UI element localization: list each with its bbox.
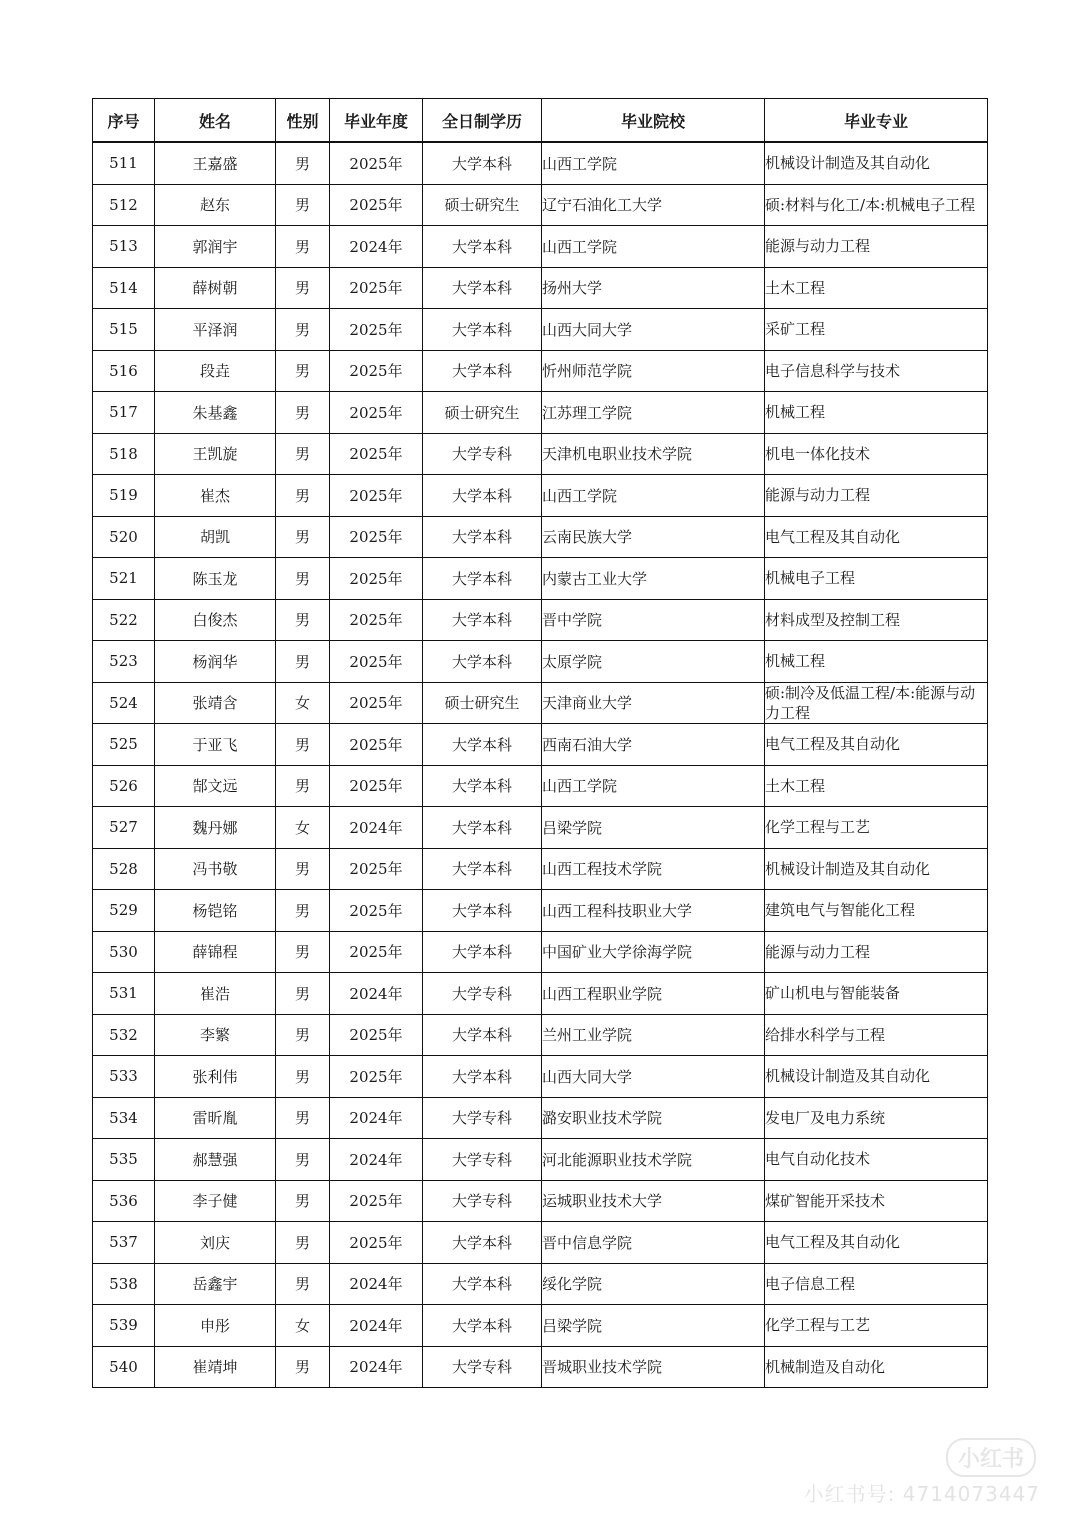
name-cell: 陈玉龙 <box>155 558 276 600</box>
education-cell: 大学本科 <box>423 1056 542 1098</box>
school-cell: 绥化学院 <box>542 1263 765 1305</box>
year-cell: 2024年 <box>330 226 423 268</box>
name-cell: 崔浩 <box>155 973 276 1015</box>
major-cell: 机械工程 <box>765 392 988 434</box>
school-cell: 江苏理工学院 <box>542 392 765 434</box>
major-cell: 硕:制冷及低温工程/本:能源与动力工程 <box>765 682 988 724</box>
serial-cell: 511 <box>93 142 155 184</box>
table-row <box>93 1014 988 1056</box>
name-cell: 朱基鑫 <box>155 392 276 434</box>
name-cell: 杨铠铭 <box>155 890 276 932</box>
gender-cell: 男 <box>276 848 330 890</box>
name-cell: 平泽润 <box>155 309 276 351</box>
table-row <box>93 475 988 517</box>
serial-cell: 536 <box>93 1180 155 1222</box>
year-cell: 2025年 <box>330 433 423 475</box>
header-cell: 毕业院校 <box>542 99 765 143</box>
major-cell: 硕:材料与化工/本:机械电子工程 <box>765 184 988 226</box>
name-cell: 郭润宇 <box>155 226 276 268</box>
gender-cell: 男 <box>276 392 330 434</box>
gender-cell: 男 <box>276 1180 330 1222</box>
serial-cell: 533 <box>93 1056 155 1098</box>
year-cell: 2025年 <box>330 682 423 724</box>
major-cell: 能源与动力工程 <box>765 226 988 268</box>
serial-cell: 519 <box>93 475 155 517</box>
school-cell: 晋城职业技术学院 <box>542 1346 765 1388</box>
name-cell: 申彤 <box>155 1305 276 1347</box>
gender-cell: 男 <box>276 475 330 517</box>
name-cell: 张靖含 <box>155 682 276 724</box>
school-cell: 晋中信息学院 <box>542 1222 765 1264</box>
education-cell: 大学本科 <box>423 475 542 517</box>
serial-cell: 528 <box>93 848 155 890</box>
table-row <box>93 267 988 309</box>
watermark-logo: 小红书 <box>946 1438 1036 1477</box>
education-cell: 硕士研究生 <box>423 392 542 434</box>
school-cell: 山西工学院 <box>542 765 765 807</box>
table-row <box>93 1305 988 1347</box>
gender-cell: 男 <box>276 1056 330 1098</box>
year-cell: 2025年 <box>330 724 423 766</box>
education-cell: 大学专科 <box>423 1180 542 1222</box>
major-cell: 机械设计制造及其自动化 <box>765 848 988 890</box>
name-cell: 于亚飞 <box>155 724 276 766</box>
education-cell: 大学本科 <box>423 267 542 309</box>
school-cell: 吕梁学院 <box>542 807 765 849</box>
header-cell: 全日制学历 <box>423 99 542 143</box>
name-cell: 白俊杰 <box>155 599 276 641</box>
table-row <box>93 724 988 766</box>
gender-cell: 男 <box>276 1139 330 1181</box>
serial-cell: 537 <box>93 1222 155 1264</box>
school-cell: 运城职业技术大学 <box>542 1180 765 1222</box>
year-cell: 2024年 <box>330 1139 423 1181</box>
year-cell: 2025年 <box>330 558 423 600</box>
education-cell: 大学本科 <box>423 226 542 268</box>
table-row <box>93 765 988 807</box>
year-cell: 2025年 <box>330 1056 423 1098</box>
school-cell: 山西工学院 <box>542 475 765 517</box>
year-cell: 2025年 <box>330 475 423 517</box>
year-cell: 2025年 <box>330 848 423 890</box>
year-cell: 2025年 <box>330 1222 423 1264</box>
serial-cell: 516 <box>93 350 155 392</box>
year-cell: 2024年 <box>330 807 423 849</box>
education-cell: 大学本科 <box>423 724 542 766</box>
table-row <box>93 226 988 268</box>
education-cell: 硕士研究生 <box>423 184 542 226</box>
watermark-id: 小红书号: 4714073447 <box>803 1482 1040 1506</box>
major-cell: 电气工程及其自动化 <box>765 516 988 558</box>
major-cell: 机械电子工程 <box>765 558 988 600</box>
major-cell: 电气工程及其自动化 <box>765 724 988 766</box>
gender-cell: 男 <box>276 641 330 683</box>
table-header-row <box>93 99 988 143</box>
serial-cell: 539 <box>93 1305 155 1347</box>
gender-cell: 男 <box>276 1263 330 1305</box>
serial-cell: 514 <box>93 267 155 309</box>
education-cell: 大学本科 <box>423 350 542 392</box>
school-cell: 山西大同大学 <box>542 309 765 351</box>
table-row <box>93 433 988 475</box>
serial-cell: 534 <box>93 1097 155 1139</box>
education-cell: 大学本科 <box>423 848 542 890</box>
major-cell: 材料成型及控制工程 <box>765 599 988 641</box>
serial-cell: 524 <box>93 682 155 724</box>
school-cell: 山西工学院 <box>542 226 765 268</box>
table-row <box>93 516 988 558</box>
gender-cell: 男 <box>276 931 330 973</box>
serial-cell: 517 <box>93 392 155 434</box>
name-cell: 魏丹娜 <box>155 807 276 849</box>
school-cell: 吕梁学院 <box>542 1305 765 1347</box>
education-cell: 大学本科 <box>423 1263 542 1305</box>
education-cell: 大学本科 <box>423 516 542 558</box>
table-row <box>93 1222 988 1264</box>
serial-cell: 520 <box>93 516 155 558</box>
name-cell: 李繁 <box>155 1014 276 1056</box>
education-cell: 大学本科 <box>423 142 542 184</box>
gender-cell: 男 <box>276 267 330 309</box>
gender-cell: 男 <box>276 142 330 184</box>
table-row <box>93 931 988 973</box>
gender-cell: 男 <box>276 558 330 600</box>
gender-cell: 男 <box>276 973 330 1015</box>
table-row <box>93 558 988 600</box>
year-cell: 2025年 <box>330 309 423 351</box>
serial-cell: 513 <box>93 226 155 268</box>
year-cell: 2025年 <box>330 516 423 558</box>
year-cell: 2025年 <box>330 1180 423 1222</box>
serial-cell: 521 <box>93 558 155 600</box>
name-cell: 郜文远 <box>155 765 276 807</box>
year-cell: 2024年 <box>330 973 423 1015</box>
year-cell: 2025年 <box>330 931 423 973</box>
gender-cell: 男 <box>276 184 330 226</box>
serial-cell: 531 <box>93 973 155 1015</box>
education-cell: 大学专科 <box>423 1346 542 1388</box>
year-cell: 2025年 <box>330 350 423 392</box>
gender-cell: 男 <box>276 765 330 807</box>
name-cell: 段垚 <box>155 350 276 392</box>
table-row <box>93 641 988 683</box>
serial-cell: 540 <box>93 1346 155 1388</box>
major-cell: 化学工程与工艺 <box>765 807 988 849</box>
year-cell: 2024年 <box>330 1097 423 1139</box>
gender-cell: 男 <box>276 226 330 268</box>
gender-cell: 男 <box>276 1097 330 1139</box>
education-cell: 大学专科 <box>423 1139 542 1181</box>
major-cell: 建筑电气与智能化工程 <box>765 890 988 932</box>
table-row <box>93 1346 988 1388</box>
year-cell: 2025年 <box>330 184 423 226</box>
school-cell: 河北能源职业技术学院 <box>542 1139 765 1181</box>
education-cell: 大学本科 <box>423 641 542 683</box>
major-cell: 给排水科学与工程 <box>765 1014 988 1056</box>
major-cell: 机械制造及自动化 <box>765 1346 988 1388</box>
serial-cell: 518 <box>93 433 155 475</box>
serial-cell: 522 <box>93 599 155 641</box>
name-cell: 张利伟 <box>155 1056 276 1098</box>
education-cell: 大学本科 <box>423 1305 542 1347</box>
major-cell: 机械工程 <box>765 641 988 683</box>
major-cell: 采矿工程 <box>765 309 988 351</box>
school-cell: 西南石油大学 <box>542 724 765 766</box>
school-cell: 内蒙古工业大学 <box>542 558 765 600</box>
year-cell: 2024年 <box>330 1346 423 1388</box>
school-cell: 兰州工业学院 <box>542 1014 765 1056</box>
major-cell: 能源与动力工程 <box>765 475 988 517</box>
year-cell: 2025年 <box>330 267 423 309</box>
year-cell: 2025年 <box>330 641 423 683</box>
table-row <box>93 1097 988 1139</box>
name-cell: 冯书敬 <box>155 848 276 890</box>
year-cell: 2024年 <box>330 1263 423 1305</box>
major-cell: 矿山机电与智能装备 <box>765 973 988 1015</box>
major-cell: 电子信息工程 <box>765 1263 988 1305</box>
table-row <box>93 848 988 890</box>
serial-cell: 527 <box>93 807 155 849</box>
table-row <box>93 1056 988 1098</box>
roster-table <box>92 98 988 1388</box>
table-row <box>93 890 988 932</box>
major-cell: 机械设计制造及其自动化 <box>765 1056 988 1098</box>
major-cell: 发电厂及电力系统 <box>765 1097 988 1139</box>
gender-cell: 女 <box>276 682 330 724</box>
gender-cell: 男 <box>276 724 330 766</box>
education-cell: 大学本科 <box>423 558 542 600</box>
name-cell: 崔杰 <box>155 475 276 517</box>
major-cell: 化学工程与工艺 <box>765 1305 988 1347</box>
school-cell: 潞安职业技术学院 <box>542 1097 765 1139</box>
gender-cell: 男 <box>276 1014 330 1056</box>
table-row <box>93 1139 988 1181</box>
serial-cell: 532 <box>93 1014 155 1056</box>
serial-cell: 530 <box>93 931 155 973</box>
education-cell: 大学本科 <box>423 890 542 932</box>
serial-cell: 535 <box>93 1139 155 1181</box>
school-cell: 晋中学院 <box>542 599 765 641</box>
school-cell: 山西大同大学 <box>542 1056 765 1098</box>
table-row <box>93 142 988 184</box>
education-cell: 大学专科 <box>423 1097 542 1139</box>
serial-cell: 525 <box>93 724 155 766</box>
gender-cell: 男 <box>276 599 330 641</box>
table-row <box>93 309 988 351</box>
name-cell: 王凯旋 <box>155 433 276 475</box>
table-row <box>93 392 988 434</box>
table-row <box>93 599 988 641</box>
school-cell: 太原学院 <box>542 641 765 683</box>
major-cell: 机电一体化技术 <box>765 433 988 475</box>
serial-cell: 515 <box>93 309 155 351</box>
header-cell: 性别 <box>276 99 330 143</box>
major-cell: 电子信息科学与技术 <box>765 350 988 392</box>
school-cell: 天津机电职业技术学院 <box>542 433 765 475</box>
major-cell: 能源与动力工程 <box>765 931 988 973</box>
major-cell: 土木工程 <box>765 765 988 807</box>
name-cell: 刘庆 <box>155 1222 276 1264</box>
serial-cell: 529 <box>93 890 155 932</box>
gender-cell: 男 <box>276 890 330 932</box>
year-cell: 2025年 <box>330 392 423 434</box>
education-cell: 大学专科 <box>423 433 542 475</box>
serial-cell: 538 <box>93 1263 155 1305</box>
name-cell: 杨润华 <box>155 641 276 683</box>
table-row <box>93 682 988 724</box>
education-cell: 硕士研究生 <box>423 682 542 724</box>
school-cell: 辽宁石油化工大学 <box>542 184 765 226</box>
header-cell: 毕业专业 <box>765 99 988 143</box>
name-cell: 李子健 <box>155 1180 276 1222</box>
gender-cell: 男 <box>276 309 330 351</box>
school-cell: 中国矿业大学徐海学院 <box>542 931 765 973</box>
serial-cell: 512 <box>93 184 155 226</box>
education-cell: 大学本科 <box>423 1014 542 1056</box>
header-cell: 姓名 <box>155 99 276 143</box>
header-cell: 毕业年度 <box>330 99 423 143</box>
school-cell: 云南民族大学 <box>542 516 765 558</box>
major-cell: 电气工程及其自动化 <box>765 1222 988 1264</box>
name-cell: 雷昕胤 <box>155 1097 276 1139</box>
gender-cell: 女 <box>276 807 330 849</box>
school-cell: 扬州大学 <box>542 267 765 309</box>
year-cell: 2024年 <box>330 1305 423 1347</box>
major-cell: 土木工程 <box>765 267 988 309</box>
serial-cell: 523 <box>93 641 155 683</box>
year-cell: 2025年 <box>330 765 423 807</box>
table-row <box>93 1180 988 1222</box>
gender-cell: 男 <box>276 516 330 558</box>
year-cell: 2025年 <box>330 142 423 184</box>
major-cell: 机械设计制造及其自动化 <box>765 142 988 184</box>
gender-cell: 男 <box>276 1222 330 1264</box>
name-cell: 郝慧强 <box>155 1139 276 1181</box>
year-cell: 2025年 <box>330 890 423 932</box>
name-cell: 岳鑫宇 <box>155 1263 276 1305</box>
table-row <box>93 350 988 392</box>
roster-body <box>93 142 988 1388</box>
education-cell: 大学本科 <box>423 931 542 973</box>
year-cell: 2025年 <box>330 1014 423 1056</box>
education-cell: 大学本科 <box>423 807 542 849</box>
table-row <box>93 1263 988 1305</box>
school-cell: 山西工程科技职业大学 <box>542 890 765 932</box>
name-cell: 王嘉盛 <box>155 142 276 184</box>
major-cell: 电气自动化技术 <box>765 1139 988 1181</box>
education-cell: 大学本科 <box>423 765 542 807</box>
school-cell: 忻州师范学院 <box>542 350 765 392</box>
name-cell: 赵东 <box>155 184 276 226</box>
school-cell: 山西工程职业学院 <box>542 973 765 1015</box>
serial-cell: 526 <box>93 765 155 807</box>
gender-cell: 女 <box>276 1305 330 1347</box>
table-row <box>93 973 988 1015</box>
name-cell: 胡凯 <box>155 516 276 558</box>
year-cell: 2025年 <box>330 599 423 641</box>
school-cell: 山西工程技术学院 <box>542 848 765 890</box>
education-cell: 大学本科 <box>423 599 542 641</box>
name-cell: 薛树朝 <box>155 267 276 309</box>
gender-cell: 男 <box>276 350 330 392</box>
school-cell: 山西工学院 <box>542 142 765 184</box>
table-row <box>93 184 988 226</box>
gender-cell: 男 <box>276 433 330 475</box>
gender-cell: 男 <box>276 1346 330 1388</box>
education-cell: 大学本科 <box>423 1222 542 1264</box>
major-cell: 煤矿智能开采技术 <box>765 1180 988 1222</box>
education-cell: 大学本科 <box>423 309 542 351</box>
school-cell: 天津商业大学 <box>542 682 765 724</box>
education-cell: 大学专科 <box>423 973 542 1015</box>
header-cell: 序号 <box>93 99 155 143</box>
name-cell: 薛锦程 <box>155 931 276 973</box>
table-row <box>93 807 988 849</box>
name-cell: 崔靖坤 <box>155 1346 276 1388</box>
